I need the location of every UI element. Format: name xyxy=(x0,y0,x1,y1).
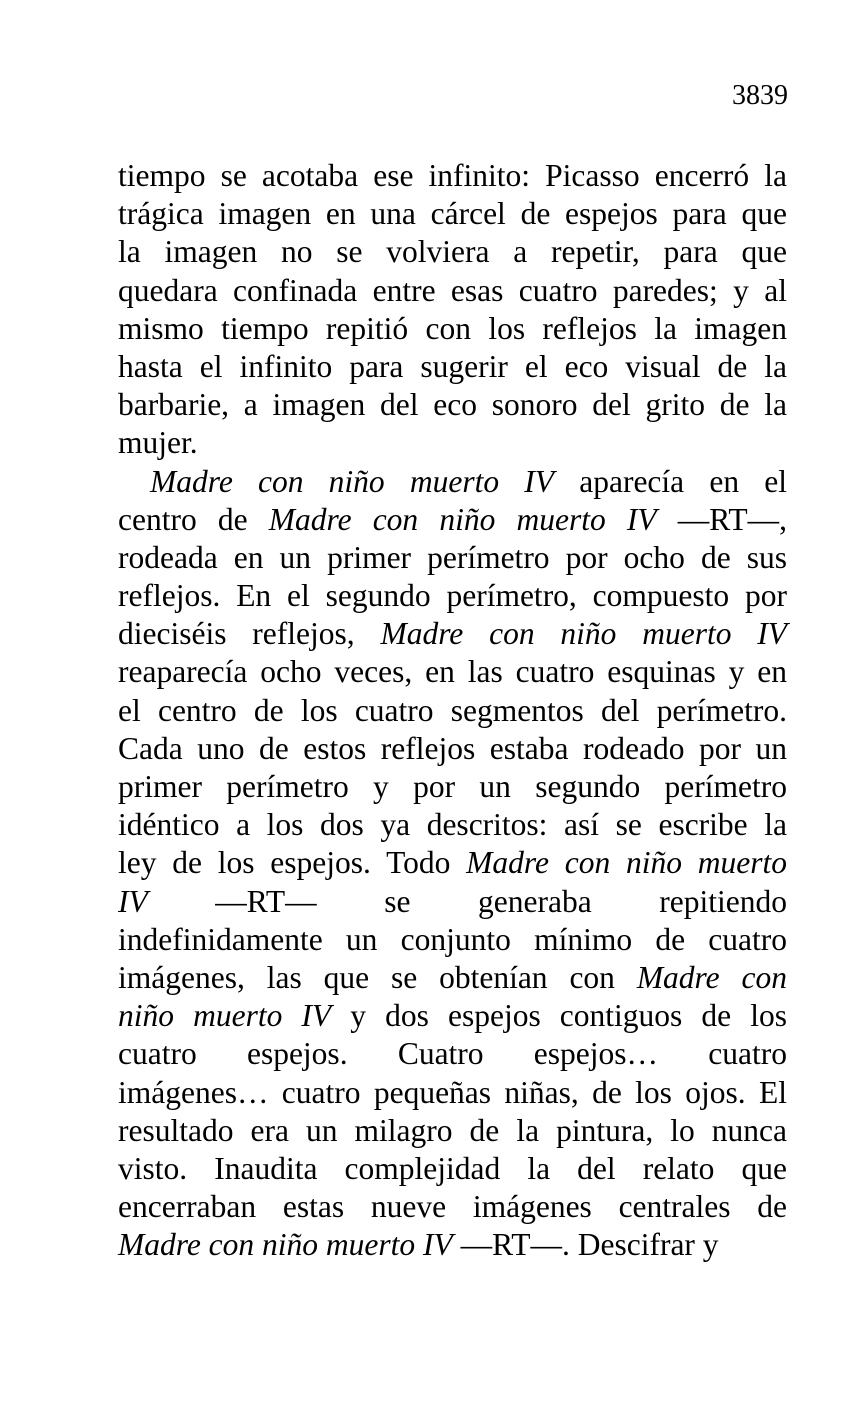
text-run: quedara confinada entre esas cuatro paredes; y al xyxy=(118,272,787,308)
text-line xyxy=(118,1112,787,1150)
italic-title-text: Madre con niño muerto IV xyxy=(380,616,788,652)
text-line xyxy=(118,653,787,691)
text-run: trágica imagen en una cárcel de espejos para que xyxy=(118,196,787,232)
text-line xyxy=(118,424,787,462)
text-line xyxy=(118,844,787,882)
text-run: cuatro espejos. Cuatro espejos… cuatro xyxy=(118,1036,787,1072)
text-line xyxy=(118,1074,787,1112)
page-number: 3839 xyxy=(732,80,788,111)
text-run: centro de xyxy=(118,501,269,537)
italic-title-text: Madre con xyxy=(636,959,787,995)
text-run: rodeada en un primer perímetro por ocho de sus xyxy=(118,539,787,575)
text-run: la imagen no se volviera a repetir, para que xyxy=(118,234,787,270)
text-line xyxy=(118,539,787,577)
text-line xyxy=(118,997,787,1035)
text-line xyxy=(118,615,787,653)
text-line xyxy=(118,768,787,806)
text-line xyxy=(118,501,787,539)
text-line xyxy=(118,272,787,310)
text-line xyxy=(118,310,787,348)
text-line xyxy=(118,233,787,271)
text-line xyxy=(118,1150,787,1188)
italic-title-text: Madre con niño muerto IV xyxy=(268,501,657,537)
text-run: mismo tiempo repitió con los reflejos la imagen xyxy=(118,310,787,346)
text-run: dieciséis reflejos, xyxy=(118,616,381,652)
text-run: encerraban estas nueve imágenes centrales de xyxy=(118,1189,787,1225)
text-line xyxy=(118,1035,787,1073)
text-run: reaparecía ocho veces, en las cuatro esquinas y en xyxy=(118,654,787,690)
text-line xyxy=(118,921,787,959)
text-run: barbarie, a imagen del eco sonoro del grito de la xyxy=(118,387,787,423)
text-run: mujer. xyxy=(118,425,198,461)
text-line xyxy=(118,1226,787,1264)
text-run: ley de los espejos. Todo xyxy=(118,845,467,881)
text-line xyxy=(118,463,787,501)
text-line xyxy=(118,959,787,997)
text-run: —RT— se generaba repitiendo xyxy=(147,883,787,919)
text-run: y dos espejos contiguos de los xyxy=(331,998,787,1034)
text-run: reflejos. En el segundo perímetro, compuesto por xyxy=(118,578,787,614)
text-run: —RT—, xyxy=(656,501,787,537)
text-run: imágenes… cuatro pequeñas niñas, de los ojos. El xyxy=(118,1074,787,1110)
text-line xyxy=(118,157,787,195)
text-run: resultado era un milagro de la pintura, lo nunca xyxy=(118,1112,787,1148)
italic-title-text: IV xyxy=(118,883,148,919)
text-run: visto. Inaudita complejidad la del relato que xyxy=(118,1150,787,1186)
body-text xyxy=(118,157,787,1264)
text-line xyxy=(118,883,787,921)
italic-title-text: Madre con niño muerto IV xyxy=(118,1227,453,1263)
italic-title-text: Madre con niño muerto xyxy=(466,845,787,881)
text-line xyxy=(118,195,787,233)
text-line xyxy=(118,348,787,386)
text-line xyxy=(118,386,787,424)
text-run: tiempo se acotaba ese infinito: Picasso encerró la xyxy=(118,158,787,193)
text-run: imágenes, las que se obtenían con xyxy=(118,959,637,995)
text-line xyxy=(118,1188,787,1226)
text-run: indefinidamente un conjunto mínimo de cuatro xyxy=(118,921,787,957)
italic-title-text: niño muerto IV xyxy=(118,998,332,1034)
italic-title-text: Madre con niño muerto IV xyxy=(150,463,555,499)
text-line xyxy=(118,730,787,768)
text-run: el centro de los cuatro segmentos del perímetro. xyxy=(118,692,787,728)
text-run: aparecía en el xyxy=(554,463,787,499)
text-line xyxy=(118,577,787,615)
text-run: primer perímetro y por un segundo perímetro xyxy=(118,769,787,804)
text-line xyxy=(118,692,787,730)
text-run: idéntico a los dos ya descritos: así se escribe la xyxy=(118,807,787,843)
text-line xyxy=(118,806,787,844)
text-run: hasta el infinito para sugerir el eco visual de la xyxy=(118,348,787,384)
text-run: —RT—. Descifrar y xyxy=(452,1227,719,1263)
text-run: Cada uno de estos reflejos estaba rodeado por un xyxy=(118,730,787,766)
